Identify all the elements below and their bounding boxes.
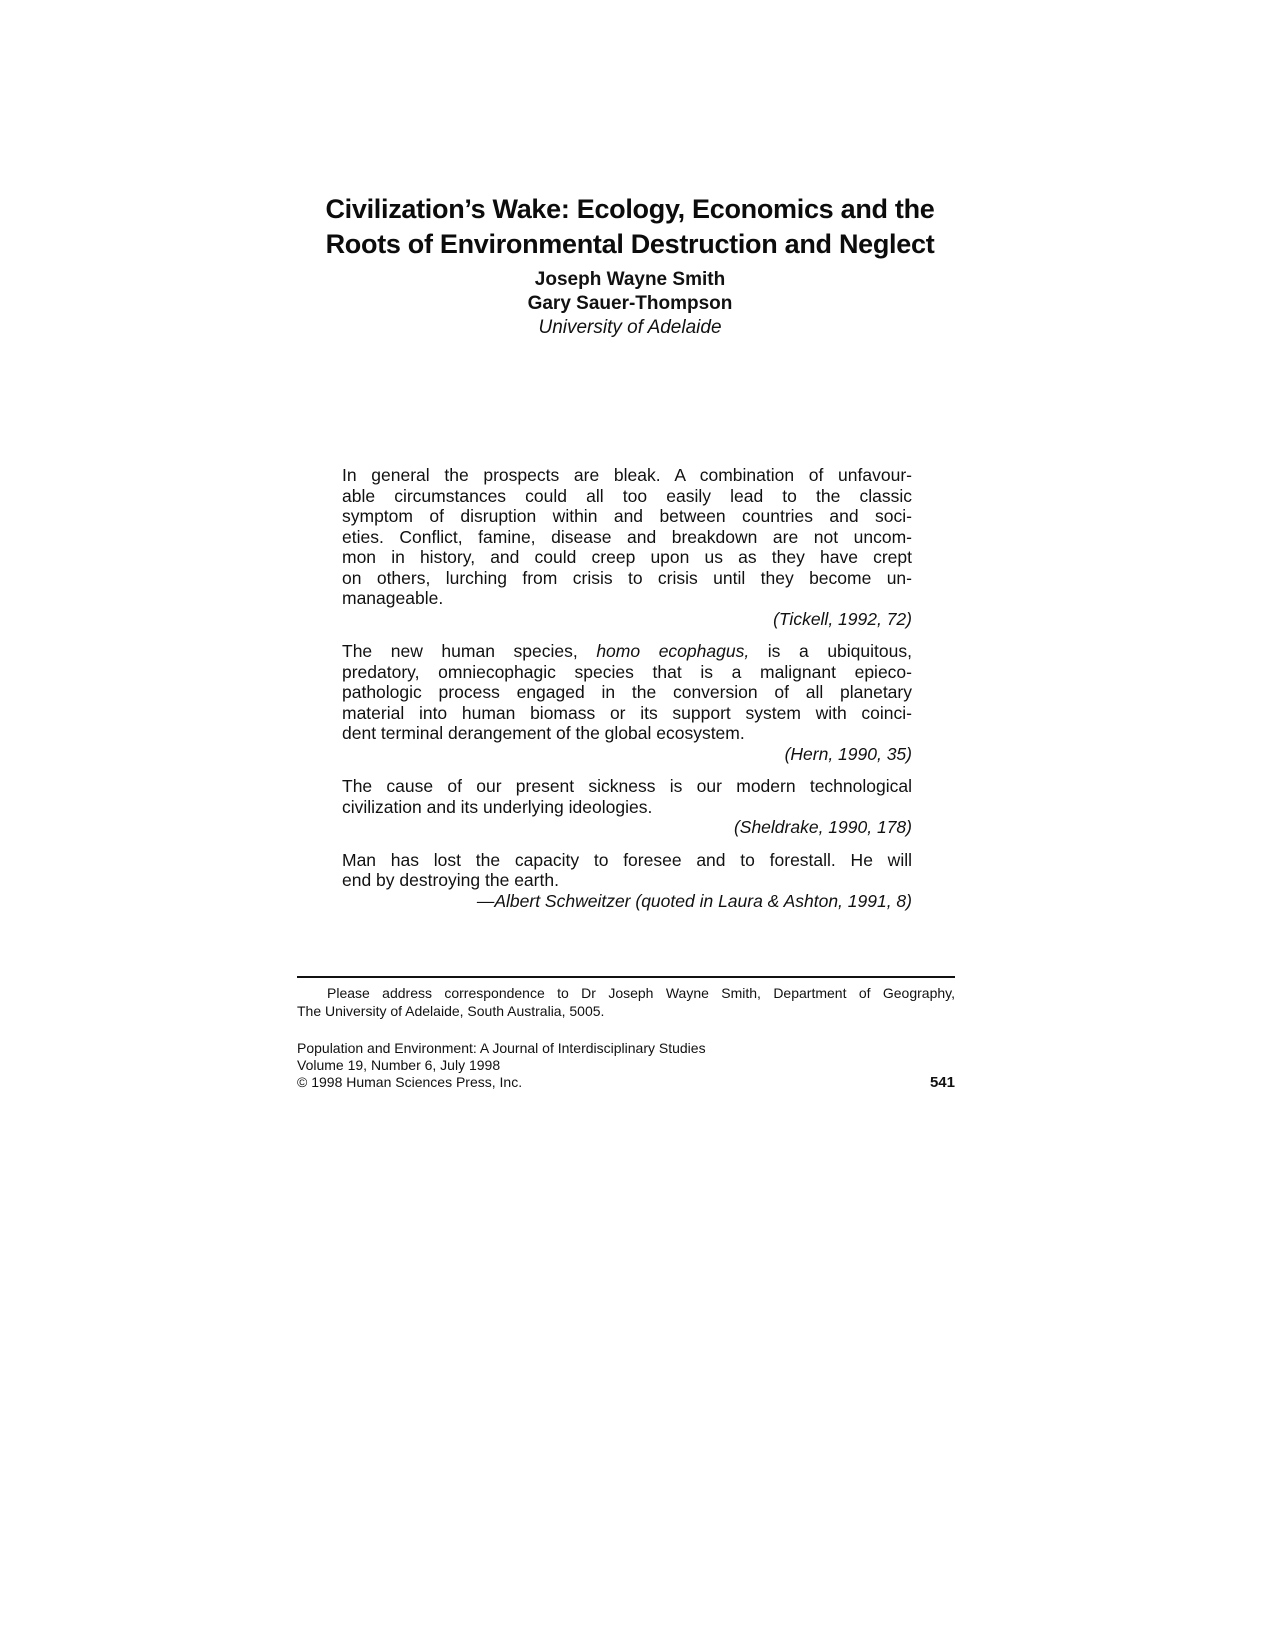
quote-line: end by destroying the earth. [342,870,559,890]
quote-line: Man has lost the capacity to foresee and to forestall. He will [342,849,912,870]
species-name-italic: homo ecophagus, [596,641,750,661]
quote-line: civilization and its underlying ideologies. [342,796,653,817]
title-line: Roots of Environmental Destruction and Neglect [325,229,935,259]
epigraph-citation: (Sheldrake, 1990, 178) [733,817,912,837]
journal-copyright: © 1998 Human Sciences Press, Inc. [297,1074,523,1090]
journal-name: Population and Environment: A Journal of Interdisciplinary Studies [297,1040,706,1056]
quote-line: able circumstances could all too easily lead to the classic [342,485,912,506]
epigraph-quote [342,641,912,744]
quote-line [342,641,912,662]
quote-line: eties. Conflict, famine, disease and breakdown are not uncom- [342,526,912,547]
footnote-line: The University of Adelaide, South Australia, 5005. [297,1003,605,1019]
page-number: 541 [929,1074,955,1091]
title-line: Civilization’s Wake: Ecology, Economics and the [325,194,935,224]
quote-line: manageable. [342,588,444,608]
quote-line: on others, lurching from crisis to crisis until they become un- [342,567,912,588]
footnote-rule [297,976,955,978]
quote-line: In general the prospects are bleak. A combination of unfavour- [342,465,912,485]
quote-line: symptom of disruption within and between countries and soci- [342,506,912,526]
epigraph-quote [342,850,912,891]
epigraph-citation: (Hern, 1990, 35) [784,743,912,764]
quote-text: The new human species, [342,641,578,661]
quote-line: mon in history, and could creep upon us as they have crept [342,547,912,567]
epigraph-quote [342,776,912,817]
epigraph-citation: —Albert Schweitzer (quoted in Laura & Ashton, 1991, 8) [476,890,912,911]
author-name: Gary Sauer-Thompson [527,293,733,314]
epigraph-citation: (Tickell, 1992, 72) [773,608,912,629]
author-affiliation: University of Adelaide [538,317,722,338]
quote-line: pathologic process engaged in the conversion of all planetary [342,682,912,702]
epigraph-quote [342,465,912,609]
quote-line: dent terminal derangement of the global ecosystem. [342,723,745,743]
journal-issue: Volume 19, Number 6, July 1998 [297,1057,501,1073]
quote-text: is a ubiquitous, [767,641,912,661]
epigraphs [342,465,912,923]
correspondence-footnote [297,984,955,1020]
footnote-line: Please address correspondence to Dr Joseph Wayne Smith, Department of Geography, [327,985,955,1001]
quote-line: material into human biomass or its support system with coinci- [342,702,912,723]
article-title [290,192,970,262]
author-block [430,268,830,340]
journal-info [297,1040,955,1091]
author-name: Joseph Wayne Smith [534,269,726,290]
quote-line: The cause of our present sickness is our modern technological [342,776,912,796]
quote-line: predatory, omniecophagic species that is a malignant epieco- [342,661,912,682]
